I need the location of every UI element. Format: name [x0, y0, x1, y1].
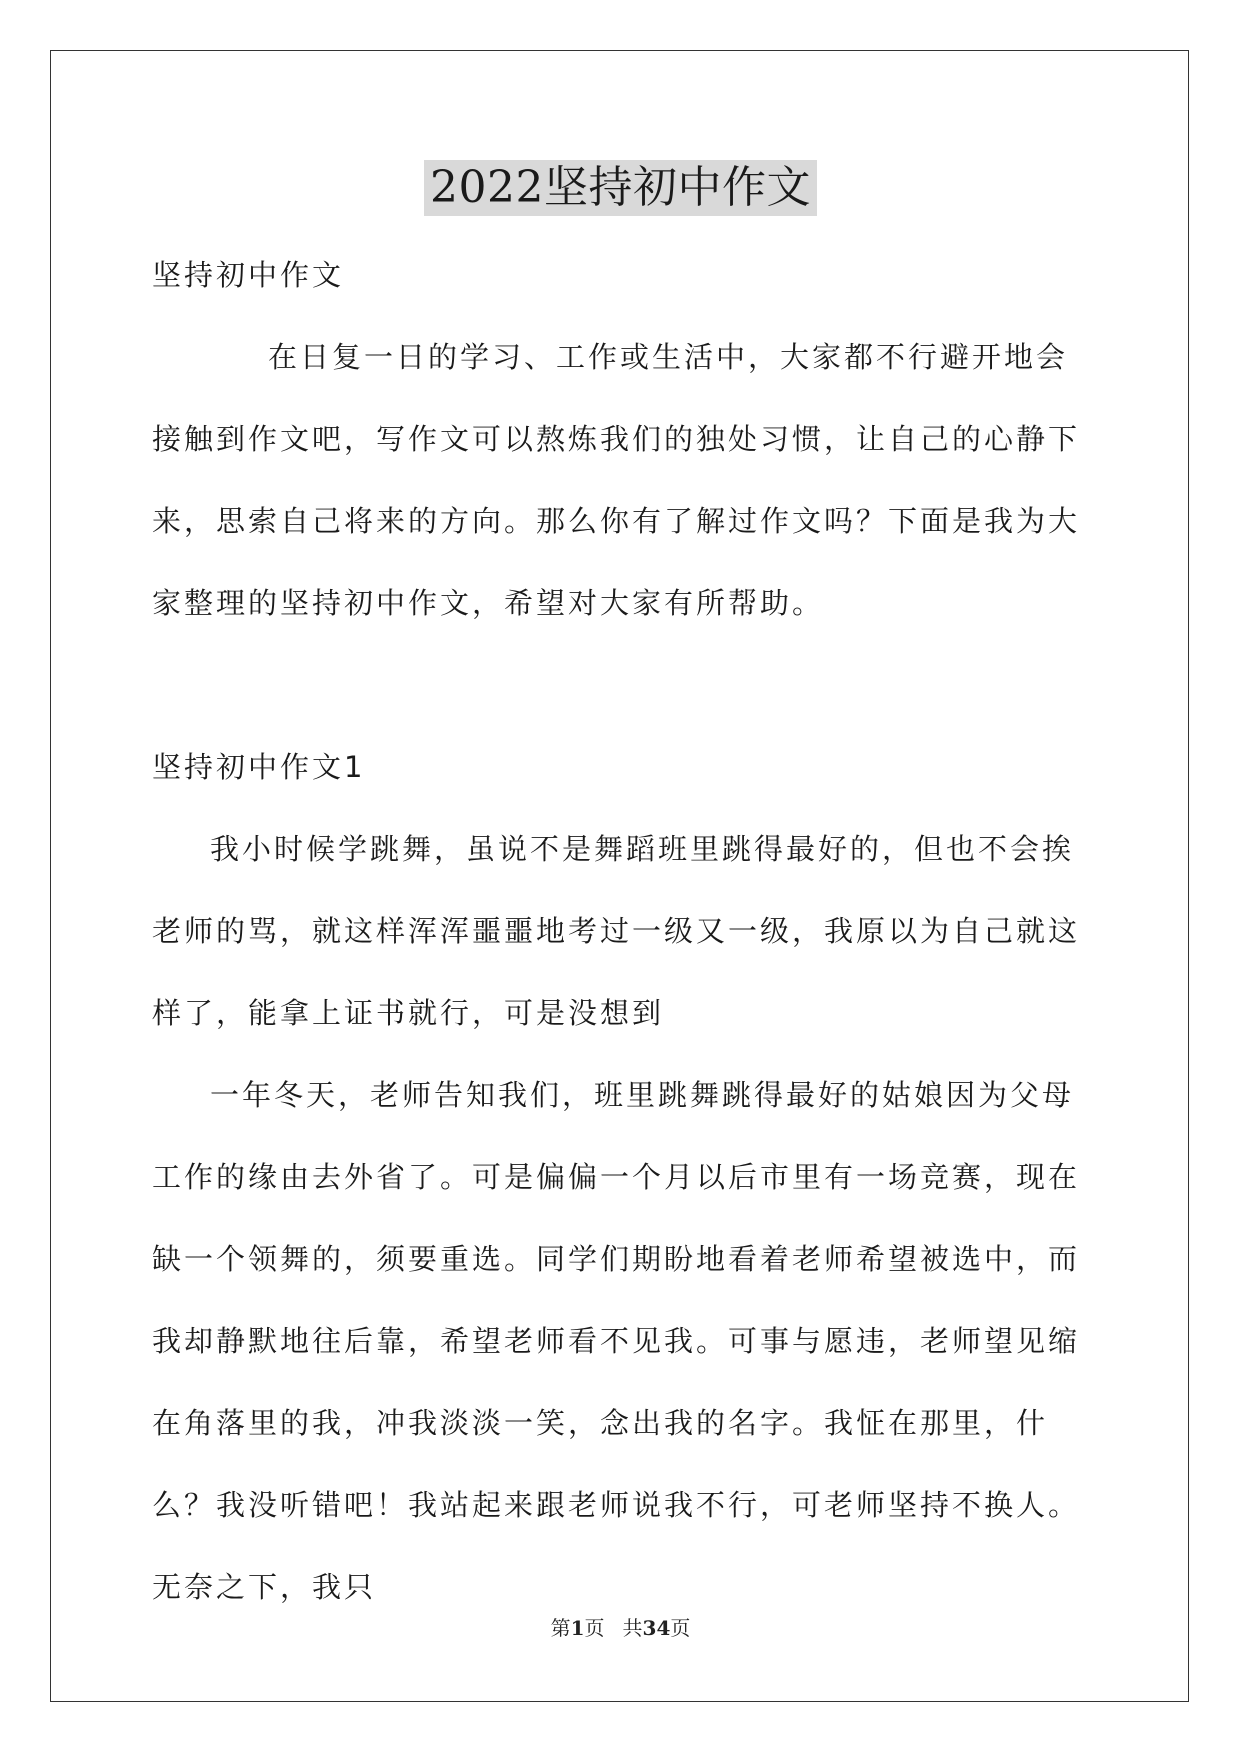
page-prefix: 第 [550, 1616, 571, 1640]
intro-paragraph: 在日复一日的学习、工作或生活中，大家都不行避开地会接触到作文吧，写作文可以熬炼我们的独处习惯，让自己的心静下来，思索自己将来的方向。那么你有了解过作文吗？下面是我为大家整理的坚持初中作文，希望对大家有所帮助。 [152, 340, 1081, 620]
section-heading: 坚持初中作文1 [152, 750, 366, 784]
body-paragraph: 我小时候学跳舞，虽说不是舞蹈班里跳得最好的，但也不会挨老师的骂，就这样浑浑噩噩地考过一级又一级，我原以为自己就这样了，能拿上证书就行，可是没想到 [152, 832, 1081, 1030]
body-paragraph: 一年冬天，老师告知我们，班里跳舞跳得最好的姑娘因为父母工作的缘由去外省了。可是偏偏一个月以后市里有一场竞赛，现在缺一个领舞的，须要重选。同学们期盼地看着老师希望被选中，而我却静默地往后靠，希望老师看不见我。可事与愿违，老师望见缩在角落里的我，冲我淡淡一笑，念出我的名字。我怔在那里，什么？我没听错吧！我站起来跟老师说我不行，可老师坚持不换人。无奈之下，我只 [152, 1078, 1081, 1604]
title-container [0, 160, 1241, 216]
page-footer [0, 1612, 1241, 1641]
document-body [152, 234, 1087, 1628]
total-pages: 34 [642, 1616, 671, 1640]
paragraph-spacer [152, 644, 1087, 726]
page-number: 1 [570, 1616, 585, 1640]
page-suffix: 页 [584, 1616, 605, 1640]
document-title: 2022坚持初中作文 [424, 160, 817, 216]
total-prefix: 共 [622, 1616, 643, 1640]
subtitle: 坚持初中作文 [152, 258, 345, 292]
total-suffix: 页 [670, 1616, 691, 1640]
